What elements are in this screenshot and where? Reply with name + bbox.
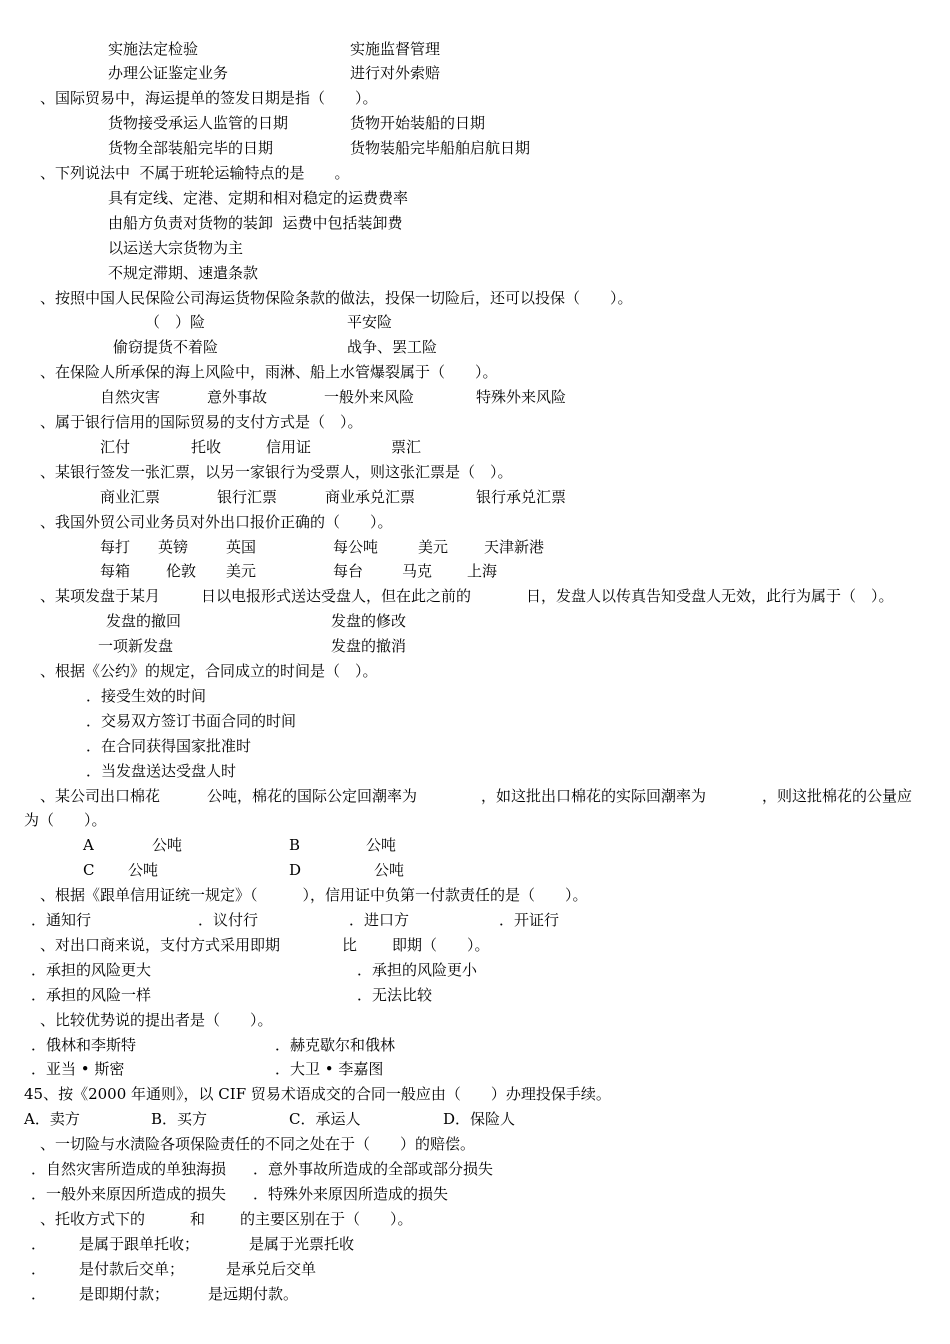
document-line bbox=[0, 61, 950, 86]
document-line bbox=[0, 784, 950, 809]
document-line bbox=[0, 1282, 950, 1307]
line-text: 一般外来风险 bbox=[324, 388, 415, 407]
document-line bbox=[0, 833, 950, 858]
line-text: 由船方负责对货物的装卸 运费中包括装卸费 bbox=[108, 213, 403, 232]
line-text: 美元 bbox=[418, 537, 449, 556]
line-text: 45、按《2000 年通则》，以 CIF 贸易术语成交的合同一般应由（ ）办理投保手续。 bbox=[24, 1085, 611, 1104]
line-text: 、国际贸易中，海运提单的签发日期是指（ ）。 bbox=[40, 89, 378, 108]
line-text: ．在合同获得国家批准时 bbox=[86, 736, 252, 755]
line-text: A．卖方 bbox=[24, 1110, 80, 1129]
line-text: 信用证 bbox=[266, 437, 312, 456]
line-text: ． bbox=[31, 1284, 47, 1303]
line-text: ． bbox=[31, 1234, 47, 1253]
document-line bbox=[0, 460, 950, 485]
line-text: ．意外事故所造成的全部或部分损失 bbox=[253, 1160, 494, 1178]
line-text: ． bbox=[31, 1259, 47, 1278]
document-line bbox=[0, 211, 950, 236]
line-text: 托收 bbox=[191, 437, 222, 456]
line-text: 商业承兑汇票 bbox=[325, 487, 416, 506]
document-line bbox=[0, 1082, 950, 1107]
line-text: 是远期付款。 bbox=[208, 1284, 299, 1303]
line-text: D．保险人 bbox=[443, 1110, 516, 1129]
line-text: 是即期付款； bbox=[79, 1284, 170, 1303]
line-text: ．大卫 • 李嘉图 bbox=[275, 1060, 384, 1079]
line-text: 每打 bbox=[100, 537, 131, 556]
line-text: 英国 bbox=[226, 537, 257, 556]
line-text: 一项新发盘 bbox=[98, 637, 174, 656]
line-text: 货物装船完毕船舶启航日期 bbox=[350, 139, 531, 158]
document-line bbox=[0, 983, 950, 1008]
line-text: 比 bbox=[342, 935, 358, 954]
line-text: 美元 bbox=[226, 562, 257, 581]
line-text: 公吨 bbox=[128, 861, 159, 880]
document-line bbox=[0, 559, 950, 584]
document-line bbox=[0, 86, 950, 111]
line-text: 货物接受承运人监管的日期 bbox=[108, 114, 289, 133]
line-text: （ ）险 bbox=[145, 313, 206, 332]
line-text: B．买方 bbox=[151, 1110, 208, 1129]
line-text: 、托收方式下的 bbox=[40, 1209, 146, 1228]
line-text: ．赫克歇尔和俄林 bbox=[275, 1035, 396, 1054]
line-text: 银行汇票 bbox=[217, 487, 278, 506]
line-text: 汇付 bbox=[100, 437, 131, 456]
document-line bbox=[0, 759, 950, 784]
line-text: 货物全部装船完毕的日期 bbox=[108, 139, 274, 158]
document-line bbox=[0, 1257, 950, 1282]
line-text: ．特殊外来原因所造成的损失 bbox=[253, 1184, 449, 1203]
document-line bbox=[0, 858, 950, 883]
document-line bbox=[0, 1057, 950, 1082]
document-line bbox=[0, 335, 950, 360]
document-line bbox=[0, 1157, 950, 1182]
line-text: 平安险 bbox=[347, 313, 393, 332]
document-line bbox=[0, 958, 950, 983]
line-text: 战争、罢工险 bbox=[347, 338, 438, 357]
document-line bbox=[0, 186, 950, 211]
line-text: 上海 bbox=[467, 562, 498, 581]
line-text: ．当发盘送达受盘人时 bbox=[86, 761, 237, 780]
line-text: 自然灾害 bbox=[100, 388, 161, 407]
line-text: ．交易双方签订书面合同的时间 bbox=[86, 711, 297, 730]
line-text: 、我国外贸公司业务员对外出口报价正确的（ ）。 bbox=[40, 512, 393, 531]
line-text: 、一切险与水渍险各项保险责任的不同之处在于（ ）的赔偿。 bbox=[40, 1135, 476, 1154]
line-text: C．承运人 bbox=[289, 1110, 361, 1129]
line-text: 马克 bbox=[402, 562, 433, 581]
line-text: 商业汇票 bbox=[100, 487, 161, 506]
line-text: 、根据《公约》的规定，合同成立的时间是（ ）。 bbox=[40, 662, 378, 680]
document-line bbox=[0, 1207, 950, 1232]
line-text: 日以电报形式送达受盘人，但在此之前的 bbox=[201, 587, 472, 606]
document-line bbox=[0, 310, 950, 335]
line-text: 每台 bbox=[333, 562, 364, 581]
line-text: 英镑 bbox=[158, 537, 189, 556]
line-text: 伦敦 bbox=[166, 562, 197, 581]
line-text: ．俄林和李斯特 bbox=[31, 1035, 137, 1054]
line-text: ．议付行 bbox=[198, 911, 259, 929]
document-line bbox=[0, 609, 950, 634]
line-text: ．承担的风险一样 bbox=[31, 985, 152, 1004]
line-text: 、某项发盘于某月 bbox=[40, 587, 161, 606]
line-text: 、按照中国人民保险公司海运货物保险条款的做法，投保一切险后，还可以投保（ ）。 bbox=[40, 288, 633, 307]
document-line bbox=[0, 510, 950, 535]
document-line bbox=[0, 584, 950, 609]
document-line bbox=[0, 385, 950, 410]
line-text: 、在保险人所承保的海上风险中，雨淋、船上水管爆裂属于（ ）。 bbox=[40, 363, 498, 382]
line-text: 是属于光票托收 bbox=[249, 1234, 355, 1253]
document-line bbox=[0, 734, 950, 759]
document-line bbox=[0, 37, 950, 62]
document-line bbox=[0, 883, 950, 908]
document-line bbox=[0, 435, 950, 460]
line-text: 银行承兑汇票 bbox=[476, 487, 567, 506]
document-line bbox=[0, 659, 950, 684]
line-text: 不规定滞期、速遣条款 bbox=[108, 263, 259, 282]
document-line bbox=[0, 634, 950, 659]
line-text: 、下列说法中 不属于班轮运输特点的是 。 bbox=[40, 164, 350, 182]
line-text: A bbox=[83, 836, 94, 855]
line-text: ．一般外来原因所造成的损失 bbox=[31, 1184, 227, 1203]
line-text: 是承兑后交单 bbox=[226, 1259, 317, 1278]
line-text: ，则这批棉花的公量应 bbox=[762, 786, 913, 805]
document-line bbox=[0, 709, 950, 734]
document-line bbox=[0, 1008, 950, 1033]
document-line bbox=[0, 485, 950, 510]
line-text: 公吨，棉花的国际公定回潮率为 bbox=[207, 786, 418, 805]
line-text: 进行对外索赔 bbox=[350, 64, 441, 83]
line-text: ．自然灾害所造成的单独海损 bbox=[31, 1160, 227, 1178]
line-text: 具有定线、定港、定期和相对稳定的运费费率 bbox=[108, 188, 409, 207]
document-line bbox=[0, 286, 950, 311]
line-text: 、比较优势说的提出者是（ ）。 bbox=[40, 1010, 273, 1029]
document-line bbox=[0, 1107, 950, 1132]
line-text: ．承担的风险更小 bbox=[357, 960, 478, 979]
line-text: 、根据《跟单信用证统一规定》（ ），信用证中负第一付款责任的是（ ）。 bbox=[40, 886, 588, 905]
line-text: 每公吨 bbox=[333, 537, 379, 556]
line-text: ，如这批出口棉花的实际回潮率为 bbox=[481, 786, 707, 805]
line-text: ．进口方 bbox=[349, 911, 410, 929]
document-line bbox=[0, 1232, 950, 1257]
line-text: 办理公证鉴定业务 bbox=[108, 64, 229, 83]
document-line bbox=[0, 1132, 950, 1157]
document-line bbox=[0, 161, 950, 186]
line-text: ．亚当 • 斯密 bbox=[31, 1060, 125, 1079]
line-text: ．开证行 bbox=[499, 911, 560, 929]
line-text: ．承担的风险更大 bbox=[31, 960, 152, 979]
line-text: D bbox=[289, 861, 302, 880]
line-text: 意外事故 bbox=[207, 388, 268, 407]
line-text: B bbox=[289, 836, 301, 855]
line-text: 的主要区别在于（ ）。 bbox=[240, 1209, 413, 1228]
line-text: 、某公司出口棉花 bbox=[40, 786, 161, 805]
line-text: ．无法比较 bbox=[357, 985, 433, 1004]
line-text: 即期（ ）。 bbox=[392, 935, 490, 954]
line-text: 货物开始装船的日期 bbox=[350, 114, 486, 133]
document-line bbox=[0, 360, 950, 385]
line-text: 和 bbox=[190, 1209, 206, 1228]
line-text: 、某银行签发一张汇票，以另一家银行为受票人，则这张汇票是（ ）。 bbox=[40, 462, 513, 481]
line-text: ．接受生效的时间 bbox=[86, 686, 207, 705]
document-line bbox=[0, 684, 950, 709]
line-text: 公吨 bbox=[374, 861, 405, 880]
document-line bbox=[0, 410, 950, 435]
line-text: 实施监督管理 bbox=[350, 39, 441, 58]
line-text: 实施法定检验 bbox=[108, 39, 199, 58]
line-text: 、属于银行信用的国际贸易的支付方式是（ ）。 bbox=[40, 413, 363, 431]
line-text: 发盘的撤回 bbox=[106, 612, 182, 631]
line-text: ．通知行 bbox=[31, 911, 92, 929]
document-line bbox=[0, 808, 950, 833]
line-text: 日，发盘人以传真告知受盘人无效，此行为属于（ ）。 bbox=[526, 587, 894, 606]
line-text: 以运送大宗货物为主 bbox=[108, 238, 244, 257]
document-line bbox=[0, 535, 950, 560]
line-text: 公吨 bbox=[152, 836, 183, 855]
document-line bbox=[0, 933, 950, 958]
line-text: 偷窃提货不着险 bbox=[113, 338, 219, 357]
line-text: 、对出口商来说，支付方式采用即期 bbox=[40, 935, 281, 954]
document-line bbox=[0, 1182, 950, 1207]
document-line bbox=[0, 908, 950, 933]
line-text: C bbox=[83, 861, 95, 880]
document-line bbox=[0, 136, 950, 161]
document-line bbox=[0, 1033, 950, 1058]
line-text: 每箱 bbox=[100, 562, 131, 581]
document-line bbox=[0, 261, 950, 286]
line-text: 发盘的修改 bbox=[331, 612, 407, 631]
line-text: 发盘的撤消 bbox=[331, 637, 407, 656]
line-text: 公吨 bbox=[366, 836, 397, 855]
line-text: 是属于跟单托收； bbox=[79, 1234, 200, 1253]
line-text: 是付款后交单； bbox=[79, 1259, 185, 1278]
line-text: 为（ ）。 bbox=[24, 811, 107, 830]
line-text: 特殊外来风险 bbox=[476, 388, 567, 407]
document-line bbox=[0, 236, 950, 261]
line-text: 票汇 bbox=[391, 437, 422, 456]
line-text: 天津新港 bbox=[484, 537, 545, 556]
document-line bbox=[0, 111, 950, 136]
